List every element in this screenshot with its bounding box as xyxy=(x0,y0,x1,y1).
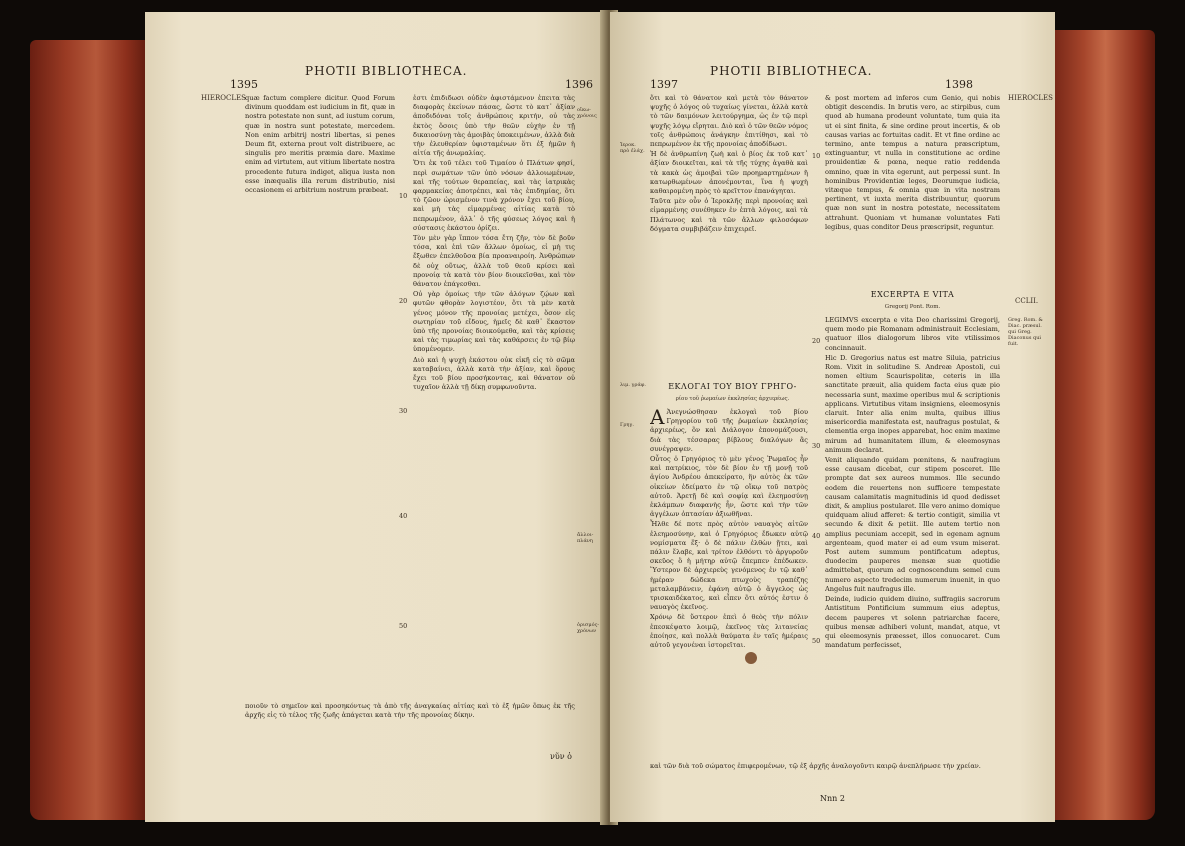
right-chapter-number: CCLII. xyxy=(1015,297,1039,305)
line-number: 10 xyxy=(399,192,408,200)
right-latin-paragraph: LEGIMVS excerpta e vita Deo charissimi Gregorij, quem modo pie Romanam administrauit Ecclesiam, quatuor illos dialogorum libros vite vtilissimos concinnauit. xyxy=(825,316,1000,352)
left-page-number-a: 1395 xyxy=(230,78,258,91)
right-greek-column-2 xyxy=(650,408,808,758)
left-footer-greek: ποιοῦν τὸ σημεῖον καὶ προσηκόντως τὰ ἀπὸ τῆς ἀναγκαίας αἰτίας καὶ τὸ ἐξ ἡμῶν ὅπως ἐκ τῆς ἀρχῆς εἰς τὸ τέλος τῆς ζωῆς ἀπάγεται κατὰ τὴν τῆς προνοίας δίκην. xyxy=(245,702,575,720)
left-page xyxy=(145,12,605,822)
left-greek-column xyxy=(413,94,575,694)
side-note: λιμ. γράφ. xyxy=(620,382,646,388)
right-latin-paragraph: Hic D. Gregorius natus est matre Siluia, patricius Rom. Vixit in solitudine S. Andreæ Apostoli, cui nomen eltium Scaurispolitæ, ceteris in illa sanctitate præuit, alia quidem facta eius quæ pio necessaria sunt, maxime operibus mul & scriptionis applicans. Virtutibus vitam insigniens, eleemosynis claruit. Inter alia enim multa, quibus illius misericordia manifestata est, naufragus postulat, & clementia erga inopes apparebat, hoc enim maxime mirum ad humanitatem illum, & eleemosynas animum declarat. xyxy=(825,353,1000,454)
right-page-number-a: 1397 xyxy=(650,78,678,91)
side-note: ἄλλοι-πλάνη xyxy=(577,532,594,544)
side-note: ὁρισμός-χρόνων xyxy=(577,622,600,634)
right-page-header: PHOTII BIBLIOTHECA. xyxy=(710,64,873,78)
right-latin-paragraph: Deinde, iudicio quidem diuino, suffragiis sacrorum Antistitum Pontificium summum eius adeptus, decem pauperes vt solenn patriarchæ facere, quibus mensæ adhiberi volunt, mandat, atque, vt qui eleemosynis præesset, illos conuocaret. Cum mandatum perfecisset, xyxy=(825,595,1000,650)
right-latin-column-2 xyxy=(825,316,1000,756)
right-greek-paragraph: Ἡ δὲ ἀνθρωπίνη ζωὴ καὶ ὁ βίος ἐκ τοῦ κατ᾽ ἀξίαν διοικεῖται, καὶ τὰ τῆς τύχης ἀγαθὰ καὶ τὰ κακὰ ὡς ἀμοιβαὶ τῶν προημαρτημένων ἢ κατωρθωμένων ἀπονέμονται, ἵνα ἡ ψυχὴ καθαιρομένη πρὸς τὸ κρεῖττον ἐπανάγηται. xyxy=(650,150,808,196)
line-number: 40 xyxy=(812,532,821,540)
line-number: 40 xyxy=(399,512,408,520)
left-page-header: PHOTII BIBLIOTHECA. xyxy=(305,64,468,78)
line-number: 20 xyxy=(399,297,408,305)
right-latin-paragraph: & post mortem ad inferos cum Genio, qui nobis obtigit descendis. In brutis vero, ac stirpibus, cum quod ab humana prodeunt voluntate, tum quia ita ut ei sint finita, & sine ordine prout incertis, & ob causas varias ac fortuitas cadit. Et vt fine ordine ac termino, ante tempus a natura præscriptum, extinguantur, vt nulla in constitutione ac ordine prouidentiæ & pœna, neque ratio reddenda omnino, quæ in vita egerunt, aut perpessi sunt. In hominibus Providentiæ leges, Deorumque iudicia, vitæque tempus, & omnia quæ in vita nostram pertinent, vt iuxta merita distribuuntur, quorum quæ non sunt in nostra potestate, necessitatem attrahunt. Quoniam vt humanæ voluntates Fati legibus, quas conditor Deus præscripsit, reguntur. xyxy=(825,94,1000,231)
section-title: ΕΚΛΟΓΑΙ ΤΟΥ ΒΙΟΥ ΓΡΗΓΟ- xyxy=(668,382,797,391)
left-greek-paragraph: Οὐ γὰρ ὁμοίως τὴν τῶν ἀλόγων ζῴων καὶ φυτῶν φθορὰν λογιστέον, ὅτι τὰ μὲν κατὰ γένος μόνον τῆς προνοίας μετέχει, ὅσον εἰς σωτηρίαν τοῦ εἴδους, ἡμεῖς δὲ καθ᾽ ἕκαστον ὑπὸ τῆς προνοίας διοικούμεθα, καὶ τὰς κρίσεις καὶ τὰς τιμωρίας καὶ τὰς καθάρσεις ἐν τῷ βίῳ ὑπομένομεν. xyxy=(413,290,575,354)
line-number: 20 xyxy=(812,337,821,345)
right-latin-paragraph: Venit aliquando quidam pœnitens, & naufragium esse causam dicebat, cur stipem posceret. Ille prompte dat sex aureos nummos. Ille secundo eodem die reuertens non sufficere tempestate causam calamitatis magnitudinis id quod dedisset dixit, & amplius postularet. Ille vero animo domique quidquam aliud afferet: & tertio contigit, similia vt secundo & dixit & petiit. Ille autem tertio non amplius pecuniam accepit, sed in egenam agnum argenteam, quod mater ei ad eum vsum miserat. Post autem summum pontificatum adeptus, duodecim pauperes mensæ suæ quotidie admittebat, quorum ad cognoscendum semel cum numero aspecto tredecim numerum inuenit, in quo Angelus fuit naufragus ille. xyxy=(825,456,1000,593)
right-greek-paragraph: Οὗτος ὁ Γρηγόριος τὸ μὲν γένος Ῥωμαῖος ἦν καὶ πατρίκιος, τὸν δὲ βίον ἐν τῇ μονῇ τοῦ ἁγίου Ἀνδρέου ἀπεκείρατο, ἣν αὐτὸς ἐκ τῶν οἰκείων ἐδείματο ἐν τῷ οἴκῳ τοῦ πατρὸς αὐτοῦ. Ἀρετῇ δὲ καὶ σοφίᾳ καὶ ἐλεημοσύνῃ ἐκλάμπων διαφανὴς ἦν, ὥστε καὶ τὴν τῶν ἀγγέλων ὀπτασίαν ἀξιωθῆναι. xyxy=(650,455,808,519)
right-greek-paragraph: ὅτι καὶ τὸ θάνατον καὶ μετὰ τὸν θάνατον ψυχῆς ὁ λόγος οὐ τυχαίως γίνεται, ἀλλὰ κατὰ τὸ τῶν δαιμόνων λειτούργημα, ὡς ἐν τῷ περὶ ψυχῆς λόγῳ εἴρηται. Διὸ καὶ ὁ τῶν θεῶν νόμος τοῖς ἀνθρώποις ἀνάγκην ἐπιτίθησι, καὶ τὸ πεπρωμένον ἐκ τῆς προνοίας ἀποδίδωσι. xyxy=(650,94,808,149)
left-greek-paragraph: Τὸν μὲν γὰρ ἵππον τόσα ἔτη ζῆν, τὸν δὲ βοῦν τόσα, καὶ ἐπὶ τῶν ἄλλων ὁμοίως, εἰ μὴ τις ἔξωθεν ἐπελθοῦσα βία προαναιροίη. Ἀνθρώπων δὲ οὐχ οὕτως, ἀλλὰ τοῦ θεοῦ κρίσει καὶ προνοίᾳ τὰ κατὰ τὸν βίον διοικεῖσθαι, καὶ τὸν θάνατον ἐπάγεσθαι. xyxy=(413,234,575,289)
latin-section-subtitle: Gregorij Pont. Rom. xyxy=(884,304,941,310)
right-latin-column xyxy=(825,94,1000,284)
left-page-number-b: 1396 xyxy=(565,78,593,91)
right-greek-paragraph: Χρόνῳ δὲ ὕστερον ἐπεὶ ὁ θεὸς τὴν πόλιν ἐπεσκέψατο λοιμῷ, ἐκεῖνος τὰς λιτανείας ἐποίησε, καὶ πολλὰ θαύματα ἐν ταῖς ἡμέραις αὐτοῦ γεγονέναι ἱστορεῖται. xyxy=(650,613,808,650)
right-greek-text: Ἀνεγνώσθησαν ἐκλογαὶ τοῦ βίου Γρηγορίου τοῦ τῆς ῥωμαίων ἐκκλησίας ἀρχιερέως, ὃν καὶ Διάλογον ἐπονομάζουσι, διὰ τὰς τέσσαρας βίβλους διαλόγων ἃς συνέγραψεν. xyxy=(650,408,808,453)
right-greek-paragraph xyxy=(650,408,808,454)
book-edge-right xyxy=(1045,30,1155,820)
left-latin-column xyxy=(245,94,395,694)
left-greek-paragraph: ἐστι ἐπιδιδωσι οὐδὲν ἀφιστάμενον ἐπειτα τὰς διαφορὰς ἐκείνων πάσας, ὥστε τὸ κατ᾽ ἀξίαν ἀποδιδόναι τοῖς ἀνθρώποις κριτήν, οὐ τὰς ἐκτὸς ὅσοις ὑπὸ τὴν θεῶν εὐχὴν ἐν τῇ δικαιοσύνῃ τὰς ἀμοιβὰς ὑποκειμένων, ἀλλὰ διὰ τὴν ἐλευθερίαν ὑφισταμένων ὅτι ἐξ ἡμῶν ἡ αἰτία τῆς ἀνωμαλίας. xyxy=(413,94,575,158)
right-greek-column xyxy=(650,94,808,374)
section-subtitle: ρίου τοῦ ῥωμαίων ἐκκλησίας ἀρχιερέως. xyxy=(675,396,790,402)
side-note: Γρηγ. xyxy=(620,422,634,428)
left-latin-paragraph: quæ factum complere dicitur. Quod Forum divinum quoddam est iudicium in fit, quæ in nostra potestate non sunt, ad iustum corum, quæ in nostra sunt potestate, mercedem. Non enim arbitrij nostri libertas, si penes Deum fit, externa prout volt distribuere, ac singulis pro meritis præmia dare. Maxime enim ad virtutem, aut vitium libertate nostra procedente futura indiget, aliqua iusta non esse inæqualis illa rerum distributio, nisi occasionem ei arbitrium nostrum præbeat. xyxy=(245,94,395,195)
right-margin-label: HIEROCLES xyxy=(1008,94,1053,102)
right-footer-greek: καὶ τῶν διὰ τοῦ σώματος ἐπιφερομένων, τῷ ἐξ ἀρχῆς ἀναλογοῦντι καιρῷ ἀνεπλήρωσε τὴν χρείαν. xyxy=(650,762,981,770)
line-number: 50 xyxy=(812,637,821,645)
signature-mark: Nnn 2 xyxy=(820,794,845,803)
right-page xyxy=(610,12,1055,822)
right-page-number-b: 1398 xyxy=(945,78,973,91)
latin-section-title: EXCERPTA E VITA xyxy=(870,290,955,299)
side-note-latin: Greg. Rom. & Diac. præsul. qui Greg. Diaconus qui fuit. xyxy=(1008,317,1043,347)
line-number: 10 xyxy=(812,152,821,160)
book-edge-left xyxy=(30,40,150,820)
paper-stain xyxy=(745,652,757,664)
left-greek-paragraph: Ὅτι ἐκ τοῦ τέλει τοῦ Τιμαίου ὁ Πλάτων φησί, περὶ σωμάτων τῶν ὑπὸ νόσων ἀλλοιωμένων, καὶ τῆς τούτων θεραπείας, καὶ τὰς ἰατρικὰς φαρμακείας ἀποτρέπει, καὶ τὰς ἐπιδημίας, ὅτι τὸ ζῶον ὡρισμένον τινὰ χρόνον ἔχει τοῦ βίου, καὶ μὴ τὰς εἱμαρμένας αἰτίας κατὰ τὸ πεπρωμένον, ἀλλ᾽ ὁ τῆς φύσεως λόγος καὶ ἡ σύστασις ἑκάστου ὁρίζει. xyxy=(413,159,575,232)
catchword: νῦν ὁ xyxy=(550,752,572,761)
right-greek-paragraph: Ταῦτα μὲν οὖν ὁ Ἱεροκλῆς περὶ προνοίας καὶ εἱμαρμένης συνέθηκεν ἐν ἑπτὰ λόγοις, καὶ τὰ Πλάτωνος καὶ τὰ τῶν ἄλλων φιλοσόφων δόγματα συμβιβάζειν ἐπιχειρεῖ. xyxy=(650,197,808,233)
line-number: 30 xyxy=(812,442,821,450)
side-note: οἴκω-χρόνοις xyxy=(577,107,597,119)
right-greek-paragraph: Ἦλθε δέ ποτε πρὸς αὐτὸν ναυαγὸς αἰτῶν ἐλεημοσύνην, καὶ ὁ Γρηγόριος ἔδωκεν αὐτῷ νομίσματα ἕξ· ὁ δὲ πάλιν ἐλθὼν ᾔτει, καὶ πάλιν ἔλαβε, καὶ τρίτον ἐλθόντι τὸ ἀργυροῦν σκεῦος ὃ ἡ μήτηρ αὐτῷ ἔπεμπεν ἐπέδωκεν. Ὕστερον δὲ ἀρχιερεὺς γενόμενος ἐν τῷ καθ᾽ ἡμέραν δώδεκα πτωχοὺς τραπέζης μεταλαμβάνειν, ἐφάνη αὐτῷ ὁ ἄγγελος ὡς τρισκαιδέκατος, καὶ εἶπεν ὅτι αὐτός ἐστιν ὁ ναυαγὸς ἐκεῖνος. xyxy=(650,520,808,612)
left-greek-paragraph: Διὸ καὶ ἡ ψυχὴ ἑκάστου οὐκ εἰκῆ εἰς τὸ σῶμα καταβαίνει, ἀλλὰ κατὰ τὴν ἀξίαν, καὶ ὅρους ἔχει τοῦ βίου προσήκοντας, καὶ θάνατον οὐ τυχαῖον ἀλλὰ τῇ δίκῃ συμφωνοῦντα. xyxy=(413,355,575,392)
side-note: Ἱεροκ. πρὸ ἐλάχ. xyxy=(620,142,645,154)
line-number: 30 xyxy=(399,407,408,415)
left-margin-label: HIEROCLES xyxy=(201,94,246,102)
drop-cap-alpha: Α xyxy=(650,408,665,429)
line-number: 50 xyxy=(399,622,408,630)
